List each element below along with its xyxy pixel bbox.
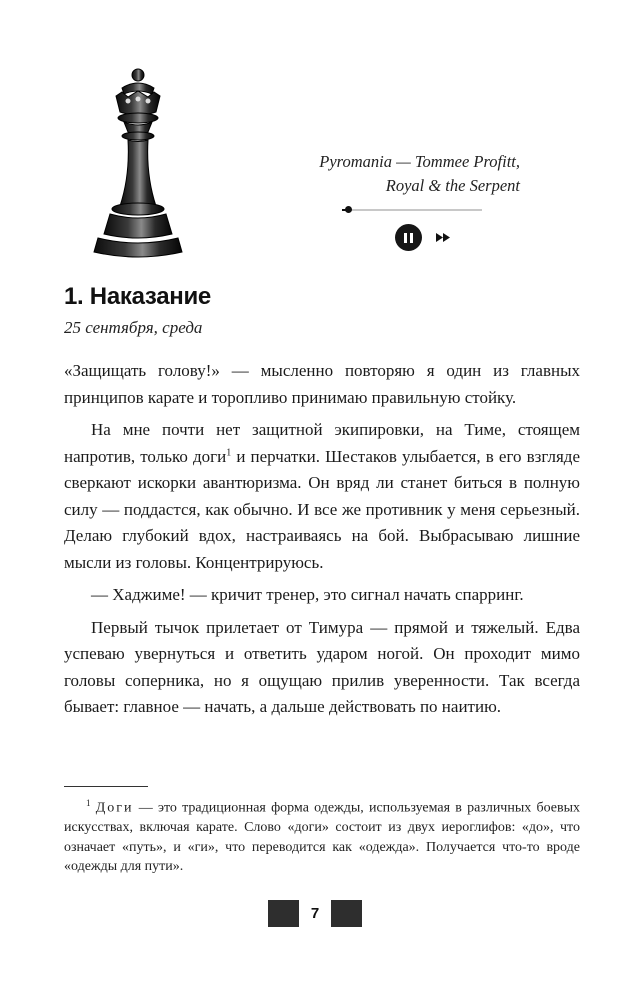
footnote-text: — это традиционная форма одежды, используемая в различных боевых искусствах, включая карате. Слово «доги» состоит из двух иероглифов: «до», что означает «путь», и «ги», что переводится как «одежда». Получается что-то вроде «одежды для пути». <box>64 800 580 875</box>
footnote <box>64 794 580 877</box>
chess-queen-icon <box>86 66 190 266</box>
pause-button[interactable] <box>395 224 422 251</box>
track-title-line-1: Pyromania — Tommee Profitt, <box>319 152 520 171</box>
footnote-marker: 1 <box>86 798 91 808</box>
fast-forward-button[interactable] <box>432 229 454 247</box>
paragraph-text: На мне почти нет защитной экипировки, на Тиме, стоящем напротив, только доги <box>64 420 580 466</box>
progress-knob[interactable] <box>345 206 352 213</box>
music-player <box>300 150 520 198</box>
paragraph: «Защищать голову!» — мысленно повторяю я один из главных принципов карате и торопливо принимаю правильную стойку. <box>64 361 580 407</box>
page-number-block-right <box>331 900 362 927</box>
track-title <box>300 150 520 198</box>
player-controls <box>395 224 454 251</box>
fast-forward-icon <box>435 232 452 243</box>
paragraph <box>64 417 580 576</box>
footnote-term: Доги <box>95 800 134 816</box>
chapter-body <box>64 358 580 727</box>
track-title-line-2: Royal & the Serpent <box>385 176 520 195</box>
footnote-reference[interactable]: 1 <box>226 446 232 458</box>
page-number: 7 <box>310 905 320 922</box>
paragraph: — Хаджиме! — кричит тренер, это сигнал начать спарринг. <box>91 585 524 604</box>
page-number-block-left <box>268 900 299 927</box>
chapter-title: 1. Наказание <box>64 283 211 310</box>
chapter-date: 25 сентября, среда <box>64 318 203 337</box>
footnote-divider <box>64 786 148 787</box>
paragraph: Первый тычок прилетает от Тимура — прямой и тяжелый. Едва успеваю увернуться и ответить ударом ногой. Он проходит мимо головы соперника, но я ощущаю прилив уверенности. Так всегда бывает: главное — начать, а дальше действовать по наитию. <box>64 617 580 716</box>
pause-icon <box>403 232 414 244</box>
paragraph-text: и перчатки. Шестаков улыбается, в его взгляде сверкают искорки авантюризма. Он вряд ли станет биться в полную силу — поддастся, как обычно. И все же противник у меня серьезный. Делаю глубокий вдох, настраиваясь на бой. Выбрасываю лишние мысли из головы. Концентрируюсь. <box>64 446 580 572</box>
page-footer <box>268 900 362 927</box>
progress-bar[interactable] <box>342 209 482 211</box>
